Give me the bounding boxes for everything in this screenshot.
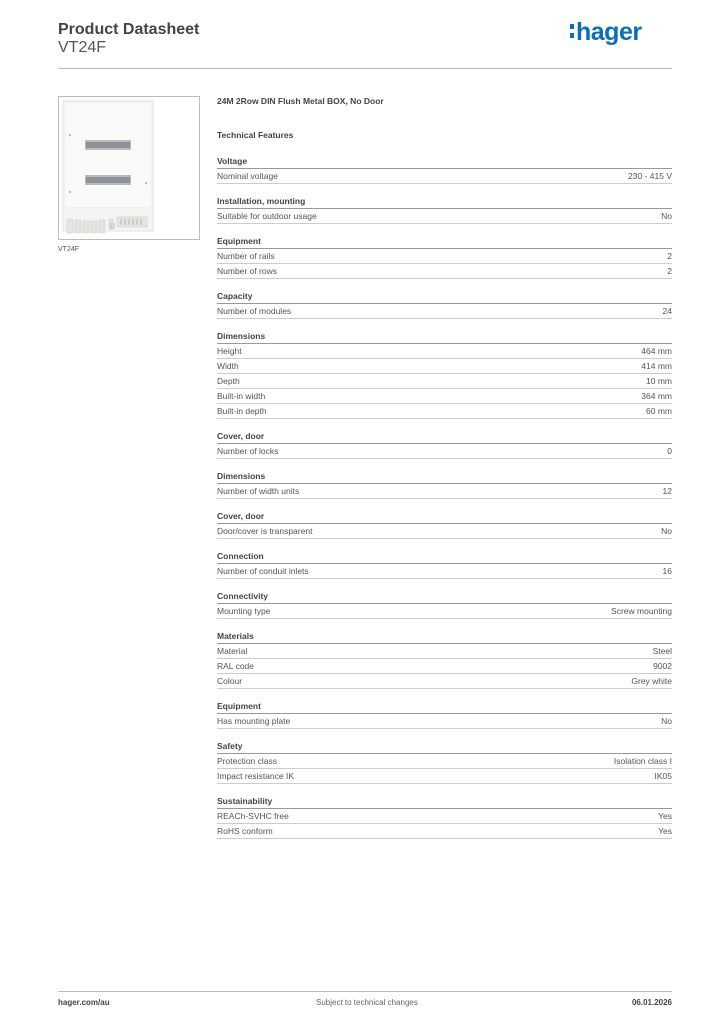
spec-label: Width	[217, 361, 239, 371]
spec-value: Isolation class I	[613, 756, 672, 766]
spec-value: 0	[667, 446, 672, 456]
spec-group-title: Connectivity	[217, 590, 672, 604]
spec-value: 16	[662, 566, 672, 576]
spec-group	[217, 740, 672, 784]
spec-row	[217, 344, 672, 359]
spec-label: Depth	[217, 376, 240, 386]
spec-value: 2	[667, 251, 672, 261]
logo-dot-top	[570, 24, 574, 29]
spec-label: Number of width units	[217, 486, 300, 496]
spec-row	[217, 824, 672, 839]
footer-date: 06.01.2026	[631, 998, 672, 1007]
spec-row	[217, 659, 672, 674]
spec-group	[217, 510, 672, 539]
spec-label: Number of modules	[217, 306, 292, 316]
spec-row	[217, 264, 672, 279]
spec-row	[217, 359, 672, 374]
spec-row	[217, 714, 672, 729]
spec-value: 24	[662, 306, 672, 316]
spec-row	[217, 404, 672, 419]
footer-website: hager.com/au	[58, 998, 110, 1007]
spec-group	[217, 550, 672, 579]
spec-group	[217, 700, 672, 729]
spec-group-title: Cover, door	[217, 430, 672, 444]
spec-group	[217, 290, 672, 319]
spec-group-title: Equipment	[217, 235, 672, 249]
spec-group-title: Materials	[217, 630, 672, 644]
spec-group	[217, 155, 672, 184]
spec-content	[217, 96, 672, 839]
logo-text: hager	[576, 18, 642, 46]
spec-group	[217, 630, 672, 689]
spec-label: Number of locks	[217, 446, 279, 456]
spec-group-title: Sustainability	[217, 795, 672, 809]
spec-row	[217, 484, 672, 499]
spec-row	[217, 644, 672, 659]
spec-value: Yes	[658, 811, 672, 821]
spec-label: Colour	[217, 676, 243, 686]
spec-value: 464 mm	[641, 346, 672, 356]
spec-label: Protection class	[217, 756, 277, 766]
spec-group-title: Safety	[217, 740, 672, 754]
spec-row	[217, 249, 672, 264]
spec-group	[217, 330, 672, 419]
spec-value: 60 mm	[646, 406, 672, 416]
spec-label: Door/cover is transparent	[217, 526, 313, 536]
spec-row	[217, 809, 672, 824]
footer-notice: Subject to technical changes	[316, 998, 418, 1007]
enclosure-illustration	[59, 97, 199, 239]
spec-row	[217, 604, 672, 619]
spec-group-title: Cover, door	[217, 510, 672, 524]
footer-divider	[58, 991, 672, 992]
spec-value: Yes	[658, 826, 672, 836]
spec-row	[217, 444, 672, 459]
spec-label: Height	[217, 346, 242, 356]
spec-value: IK05	[654, 771, 672, 781]
spec-value: 364 mm	[641, 391, 672, 401]
product-code: VT24F	[58, 39, 107, 56]
spec-row	[217, 754, 672, 769]
hager-logo	[568, 15, 658, 49]
spec-label: Built-in width	[217, 391, 266, 401]
spec-group-title: Installation, mounting	[217, 195, 672, 209]
spec-value: 414 mm	[641, 361, 672, 371]
spec-group	[217, 470, 672, 499]
spec-value: 12	[662, 486, 672, 496]
spec-value: 2	[667, 266, 672, 276]
spec-row	[217, 389, 672, 404]
spec-label: RoHS conform	[217, 826, 273, 836]
spec-label: Has mounting plate	[217, 716, 291, 726]
spec-label: Material	[217, 646, 248, 656]
spec-group	[217, 795, 672, 839]
spec-value: No	[661, 526, 672, 536]
spec-group-title: Equipment	[217, 700, 672, 714]
spec-row	[217, 564, 672, 579]
spec-group-title: Capacity	[217, 290, 672, 304]
image-caption: VT24F	[58, 246, 80, 253]
spec-label: Impact resistance IK	[217, 771, 295, 781]
spec-value: Steel	[652, 646, 672, 656]
spec-value: 230 - 415 V	[628, 171, 672, 181]
spec-label: Number of rows	[217, 266, 277, 276]
logo-dot-bottom	[570, 33, 574, 38]
spec-label: RAL code	[217, 661, 255, 671]
spec-group-title: Voltage	[217, 155, 672, 169]
spec-group-title: Dimensions	[217, 330, 672, 344]
spec-value: 10 mm	[646, 376, 672, 386]
spec-row	[217, 769, 672, 784]
spec-label: Mounting type	[217, 606, 271, 616]
features-heading: Technical Features	[217, 130, 294, 140]
spec-label: Nominal voltage	[217, 171, 278, 181]
spec-value: No	[661, 716, 672, 726]
spec-row	[217, 524, 672, 539]
spec-group	[217, 195, 672, 224]
spec-row	[217, 169, 672, 184]
spec-value: 9002	[653, 661, 672, 671]
spec-groups	[217, 155, 672, 839]
spec-label: REACh-SVHC free	[217, 811, 289, 821]
page-title: Product Datasheet	[58, 21, 200, 38]
spec-value: No	[661, 211, 672, 221]
spec-row	[217, 674, 672, 689]
product-title: 24M 2Row DIN Flush Metal BOX, No Door	[217, 96, 384, 106]
product-image	[58, 96, 200, 240]
spec-group	[217, 235, 672, 279]
spec-label: Suitable for outdoor usage	[217, 211, 317, 221]
spec-group-title: Dimensions	[217, 470, 672, 484]
spec-group	[217, 590, 672, 619]
spec-group	[217, 430, 672, 459]
spec-group-title: Connection	[217, 550, 672, 564]
spec-row	[217, 209, 672, 224]
spec-row	[217, 304, 672, 319]
spec-label: Built-in depth	[217, 406, 267, 416]
spec-value: Screw mounting	[611, 606, 672, 616]
spec-row	[217, 374, 672, 389]
header-divider	[58, 68, 672, 69]
spec-label: Number of rails	[217, 251, 275, 261]
spec-label: Number of conduit inlets	[217, 566, 309, 576]
spec-value: Grey white	[631, 676, 672, 686]
